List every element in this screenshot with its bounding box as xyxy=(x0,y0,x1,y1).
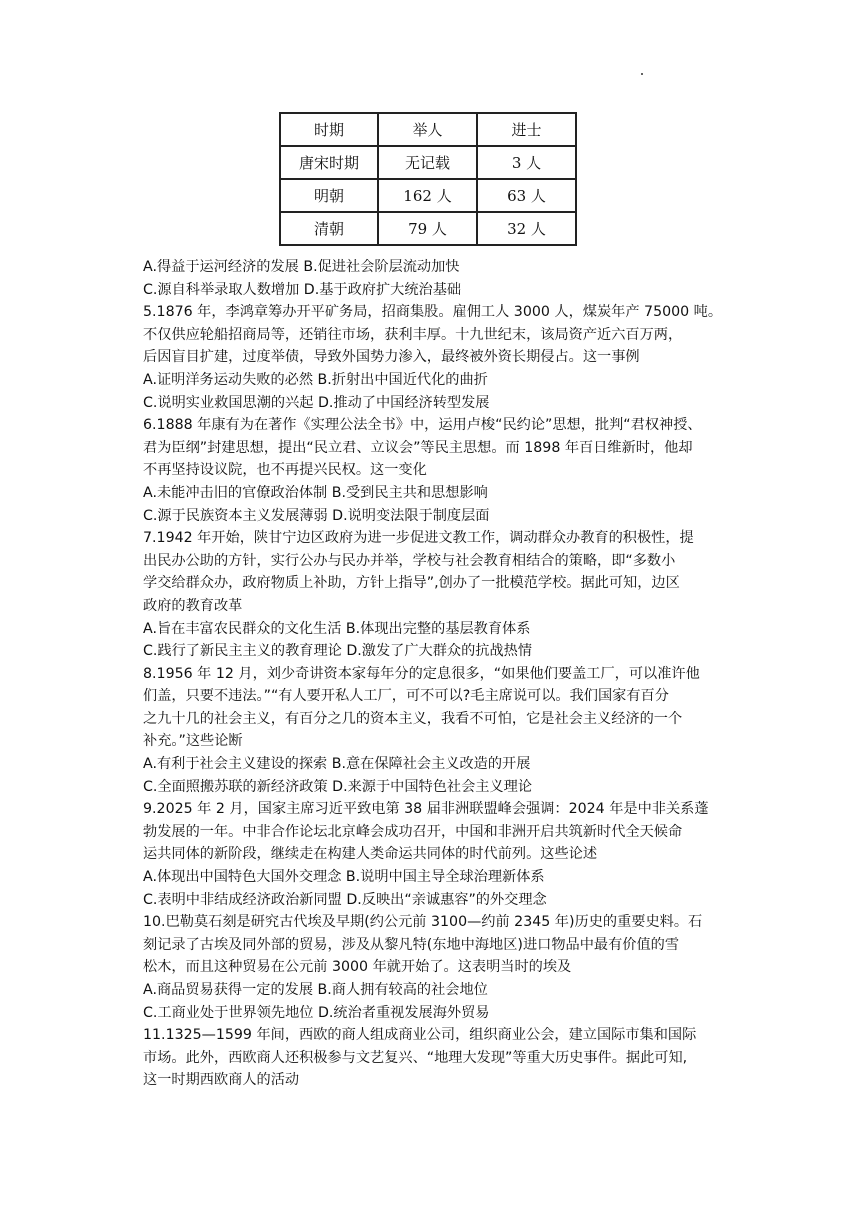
table-header-cell: 进士 xyxy=(477,113,576,146)
text-line: 松木，而且这种贸易在公元前 3000 年就开始了。这表明当时的埃及 xyxy=(143,959,572,976)
text-line: A.体现出中国特色大国外交理念 B.说明中国主导全球治理新体系 xyxy=(143,869,545,886)
table-cell: 3 人 xyxy=(477,146,576,179)
text-line: 市场。此外，西欧商人还积极参与文艺复兴、“地理大发现”等重大历史事件。据此可知, xyxy=(143,1049,688,1066)
scan-dot xyxy=(641,73,643,75)
text-line: 5.1876 年，李鸿章筹办开平矿务局，招商集股。雇佣工人 3000 人，煤炭年产 75000 吨。 xyxy=(143,304,723,321)
text-line: A.商品贸易获得一定的发展 B.商人拥有较高的社会地位 xyxy=(143,982,488,998)
text-line: C.表明中非结成经济政治新同盟 D.反映出“亲诚惠容”的外交理念 xyxy=(143,891,547,908)
text-line: 这一时期西欧商人的活动 xyxy=(143,1072,300,1089)
table-header-row xyxy=(280,113,576,146)
text-line: 9.2025 年 2 月，国家主席习近平致电第 38 届非洲联盟峰会强调：2024 年是中非关系蓬 xyxy=(143,801,709,818)
text-line: 勃发展的一年。中非合作论坛北京峰会成功召开，中国和非洲开启共筑新时代全天候命 xyxy=(143,823,683,840)
text-line: C.说明实业救国思潮的兴起 D.推动了中国经济转型发展 xyxy=(143,394,490,411)
text-line: 不再坚持设议院，也不再提兴民权。这一变化 xyxy=(143,462,427,479)
text-line: 后因盲目扩建，过度举债，导致外国势力渗入，最终被外资长期侵占。这一事例 xyxy=(143,349,640,366)
text-line: 运共同体的新阶段，继续走在构建人类命运共同体的时代前列。这些论述 xyxy=(143,846,598,863)
table-cell: 162 人 xyxy=(378,179,477,212)
text-line: 君为臣纲”封建思想，提出“民立君、立议会”等民主思想。而 1898 年百日维新时，他却 xyxy=(143,439,693,456)
table-row xyxy=(280,212,576,245)
exam-table xyxy=(279,112,577,246)
text-line: 11.1325—1599 年间，西欧的商人组成商业公司，组织商业公会，建立国际市集和国际 xyxy=(143,1027,697,1044)
table-header-cell: 时期 xyxy=(280,113,378,146)
text-line: 政府的教育改革 xyxy=(143,597,243,614)
table-cell: 唐宋时期 xyxy=(280,146,378,179)
text-line: A.得益于运河经济的发展 B.促进社会阶层流动加快 xyxy=(143,259,460,275)
text-line: C.全面照搬苏联的新经济政策 D.来源于中国特色社会主义理论 xyxy=(143,778,533,795)
table-row xyxy=(280,179,576,212)
text-line: 10.巴勒莫石刻是研究古代埃及早期(约公元前 3100—约前 2345 年)历史的重要史料。石 xyxy=(143,914,703,931)
text-line: C.源自科举录取人数增加 D.基于政府扩大统治基础 xyxy=(143,281,462,298)
text-line: A.旨在丰富农民群众的文化生活 B.体现出完整的基层教育体系 xyxy=(143,620,531,637)
table-cell: 32 人 xyxy=(477,212,576,245)
table-row xyxy=(280,146,576,179)
text-line: 补充。”这些论断 xyxy=(143,733,243,750)
text-line: 7.1942 年开始，陕甘宁边区政府为进一步促进文教工作，调动群众办教育的积极性，提 xyxy=(143,530,694,547)
table-cell: 明朝 xyxy=(280,179,378,212)
table-cell: 63 人 xyxy=(477,179,576,212)
table-header-cell: 举人 xyxy=(378,113,477,146)
table-cell: 79 人 xyxy=(378,212,477,245)
table-cell: 清朝 xyxy=(280,212,378,245)
text-line: C.践行了新民主主义的教育理论 D.激发了广大群众的抗战热情 xyxy=(143,643,533,660)
text-line: 们盖，只要不违法。”“有人要开私人工厂，可不可以?毛主席说可以。我们国家有百分 xyxy=(143,688,669,705)
text-line: 学交给群众办，政府物质上补助，方针上指导”,创办了一批模范学校。据此可知，边区 xyxy=(143,575,680,592)
text-line: A.未能冲击旧的官僚政治体制 B.受到民主共和思想影响 xyxy=(143,484,488,501)
text-line: A.证明洋务运动失败的必然 B.折射出中国近代化的曲折 xyxy=(143,371,488,388)
text-line: C.源于民族资本主义发展薄弱 D.说明变法限于制度层面 xyxy=(143,507,490,524)
text-line: 6.1888 年康有为在著作《实理公法全书》中，运用卢梭“民约论”思想，批判“君权神授、 xyxy=(143,417,702,434)
text-line: 之九十几的社会主义，有百分之几的资本主义，我看不可怕，它是社会主义经济的一个 xyxy=(143,710,683,727)
text-line: 不仅供应轮船招商局等，还销往市场，获利丰厚。十九世纪末，该局资产近六百万两， xyxy=(143,326,683,343)
text-line: C.工商业处于世界领先地位 D.统治者重视发展海外贸易 xyxy=(143,1004,490,1021)
text-line: 刻记录了古埃及同外部的贸易，涉及从黎凡特(东地中海地区)进口物品中最有价值的雪 xyxy=(143,936,680,953)
text-line: 8.1956 年 12 月，刘少奇讲资本家每年分的定息很多，“如果他们要盖工厂，可以准许他 xyxy=(143,665,700,682)
text-line: 出民办公助的方针，实行公办与民办并举，学校与社会教育相结合的策略，即“多数小 xyxy=(143,552,676,569)
question-text xyxy=(143,256,743,1092)
table-cell: 无记载 xyxy=(378,146,477,179)
text-line: A.有利于社会主义建设的探索 B.意在保障社会主义改造的开展 xyxy=(143,756,531,773)
